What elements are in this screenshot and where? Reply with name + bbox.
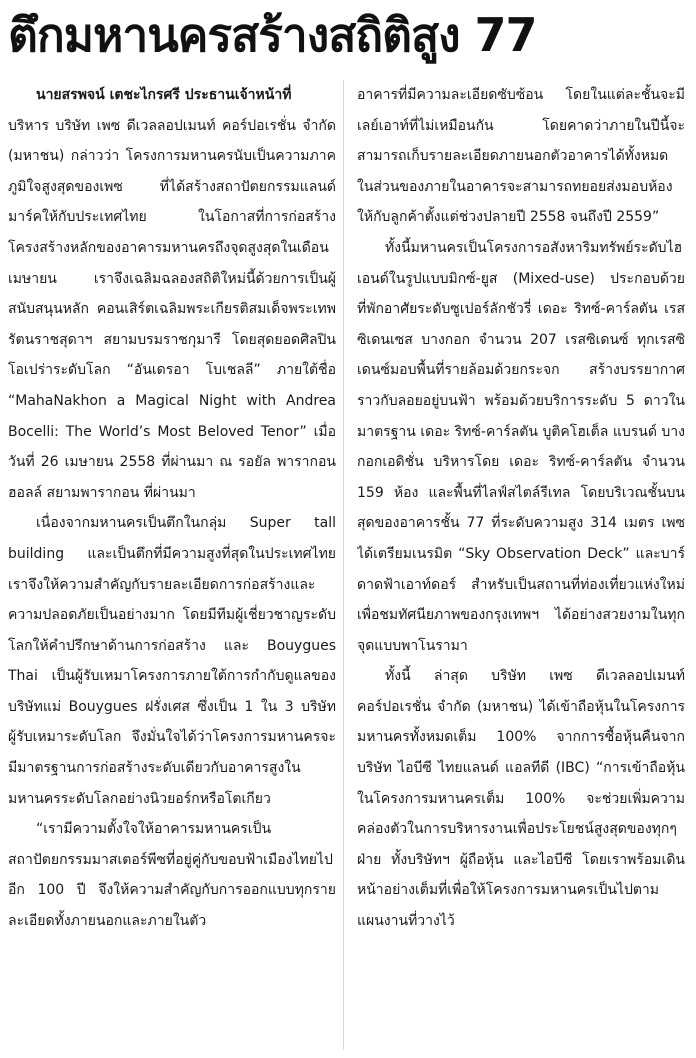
paragraph-1 [8,80,336,508]
paragraph-6: ทั้งนี้ ล่าสุด บริษัท เพซ ดีเวลลอปเมนท์ คอร์ปอเรชั่น จำกัด (มหาชน) ได้เข้าถือหุ้นในโครงการมหานครทั้งหมดเต็ม 100% จากการซื้อหุ้นคืนจาก บริษัท ไอบีซี ไทยแลนด์ แอลทีดี (IBC) “การเข้าถือหุ้นในโครงการมหานครเต็ม 100% จะช่วยเพิ่มความคล่องตัวในการบริหารงานเพื่อประโยชน์สูงสุดของทุกๆ ฝ่าย ทั้งบริษัทฯ ผู้ถือหุ้น และไอบีซี โดยเราพร้อมเดินหน้าอย่างเต็มที่เพื่อให้โครงการมหานครเป็นไปตามแผนงานที่วางไว้ [357,668,685,930]
article-left-column [8,80,336,1052]
paragraph-5: ทั้งนี้มหานครเป็นโครงการอสังหาริมทรัพย์ระดับไฮเอนด์ในรูปแบบมิกซ์-ยูส (Mixed-use) ประกอบด้วยที่พักอาศัยระดับซูเปอร์ลักชัวรี่ เดอะ ริทซ์-คาร์ลตัน เรสซิเดนเซส บางกอก จำนวน 207 เรสซิเดนซ์ ทุกเรสซิเดนซ์มอบพื้นที่รายล้อมด้วยกระจก สร้างบรรยากาศราวกับลอยอยู่บนฟ้า พร้อมด้วยบริการระดับ 5 ดาวในมาตรฐาน เดอะ ริทซ์-คาร์ลตัน บูติคโฮเต็ล แบรนด์ บางกอกเอดิชั่น บริหารโดย เดอะ ริทซ์-คาร์ลตัน จำนวน 159 ห้อง และพื้นที่ไลฟ์สไตล์รีเทล โดยบริเวณชั้นบนสุดของอาคารชั้น 77 ที่ระดับความสูง 314 เมตร เพซได้เตรียมเนรมิต “Sky Observation Deck” และบาร์ดาดฟ้าเอาท์ดอร์ สำหรับเป็นสถานที่ท่องเที่ยวแห่งใหม่ เพื่อชมทัศนียภาพของกรุงเทพฯ ได้อย่างสวยงามในทุกจุดแบบพาโนรามา [357,239,685,654]
paragraph-1-body: บริหาร บริษัท เพซ ดีเวลลอปเมนท์ คอร์ปอเรชั่น จำกัด (มหาชน) กล่าวว่า โครงการมหานครนับเป็นความภาคภูมิใจสูงสุดของเพซ ที่ได้สร้างสถาปัตยกรรมแลนด์มาร์คให้กับประเทศไทย ในโอกาสที่การก่อสร้างโครงสร้างหลักของอาคารมหานครถึงจุดสูงสุดในเดือนเมษายน เราจึงเฉลิมฉลองสถิติใหม่นี้ด้วยการเป็นผู้สนับสนุนหลัก คอนเสิร์ตเฉลิมพระเกียรติสมเด็จพระเทพรัตนราชสุดาฯ สยามบรมราชกุมารี โดยสุดยอดศิลปินโอเปร่าระดับโลก “อันเดรอา โบเชลลี” ภายใต้ชื่อ “MahaNakhon a Magical Night with Andrea Bocelli: The World’s Most Beloved Tenor” เมื่อวันที่ 26 เมษายน 2558 ที่ผ่านมา ณ รอยัล พารากอน ฮอลล์ สยามพารากอน ที่ผ่านมา [8,117,336,501]
paragraph-2: เนื่องจากมหานครเป็นตึกในกลุ่ม Super tall building และเป็นตึกที่มีความสูงที่สุดในประเทศไทย เราจึงให้ความสำคัญกับรายละเอียดการก่อสร้างและความปลอดภัยเป็นอย่างมาก โดยมีทีมผู้เชี่ยวชาญระดับโลกให้คำปรึกษาด้านการก่อสร้าง และ Bouygues Thai เป็นผู้รับเหมาโครงการภายใต้การกำกับดูแลของบริษัทแม่ Bouygues ฝรั่งเศส ซึ่งเป็น 1 ใน 3 บริษัทผู้รับเหมาระดับโลก จึงมั่นใจได้ว่าโครงการมหานครจะมีมาตรฐานการก่อสร้างระดับเดียวกับอาคารสูงในมหานครระดับโลกอย่างนิวยอร์กหรือโตเกียว [8,515,336,807]
paragraph-3: “เรามีความตั้งใจให้อาคารมหานครเป็นสถาปัตยกรรมมาสเตอร์พีซที่อยู่คู่กับขอบฟ้าเมืองไทยไปอีก 100 ปี จึงให้ความสำคัญกับการออกแบบทุกรายละเอียดทั้งภายนอกและภายในตัว [8,821,336,930]
lead-text: นายสรพจน์ เตชะไกรศรี ประธานเจ้าหน้าที่ [36,87,292,103]
column-divider [343,80,344,1050]
headline: ตึกมหานครสร้างสถิติสูง 77 [8,8,537,62]
paragraph-4: อาคารที่มีความละเอียดซับซ้อน โดยในแต่ละชั้นจะมีเลย์เอาท์ที่ไม่เหมือนกัน โดยคาดว่าภายในปีนี้จะสามารถเก็บรายละเอียดภายนอกตัวอาคารได้ทั้งหมด ในส่วนของภายในอาคารจะสามารถทยอยส่งมอบห้องให้กับลูกค้าตั้งแต่ช่วงปลายปี 2558 จนถึงปี 2559” [357,87,685,226]
article-right-column [357,80,685,1052]
